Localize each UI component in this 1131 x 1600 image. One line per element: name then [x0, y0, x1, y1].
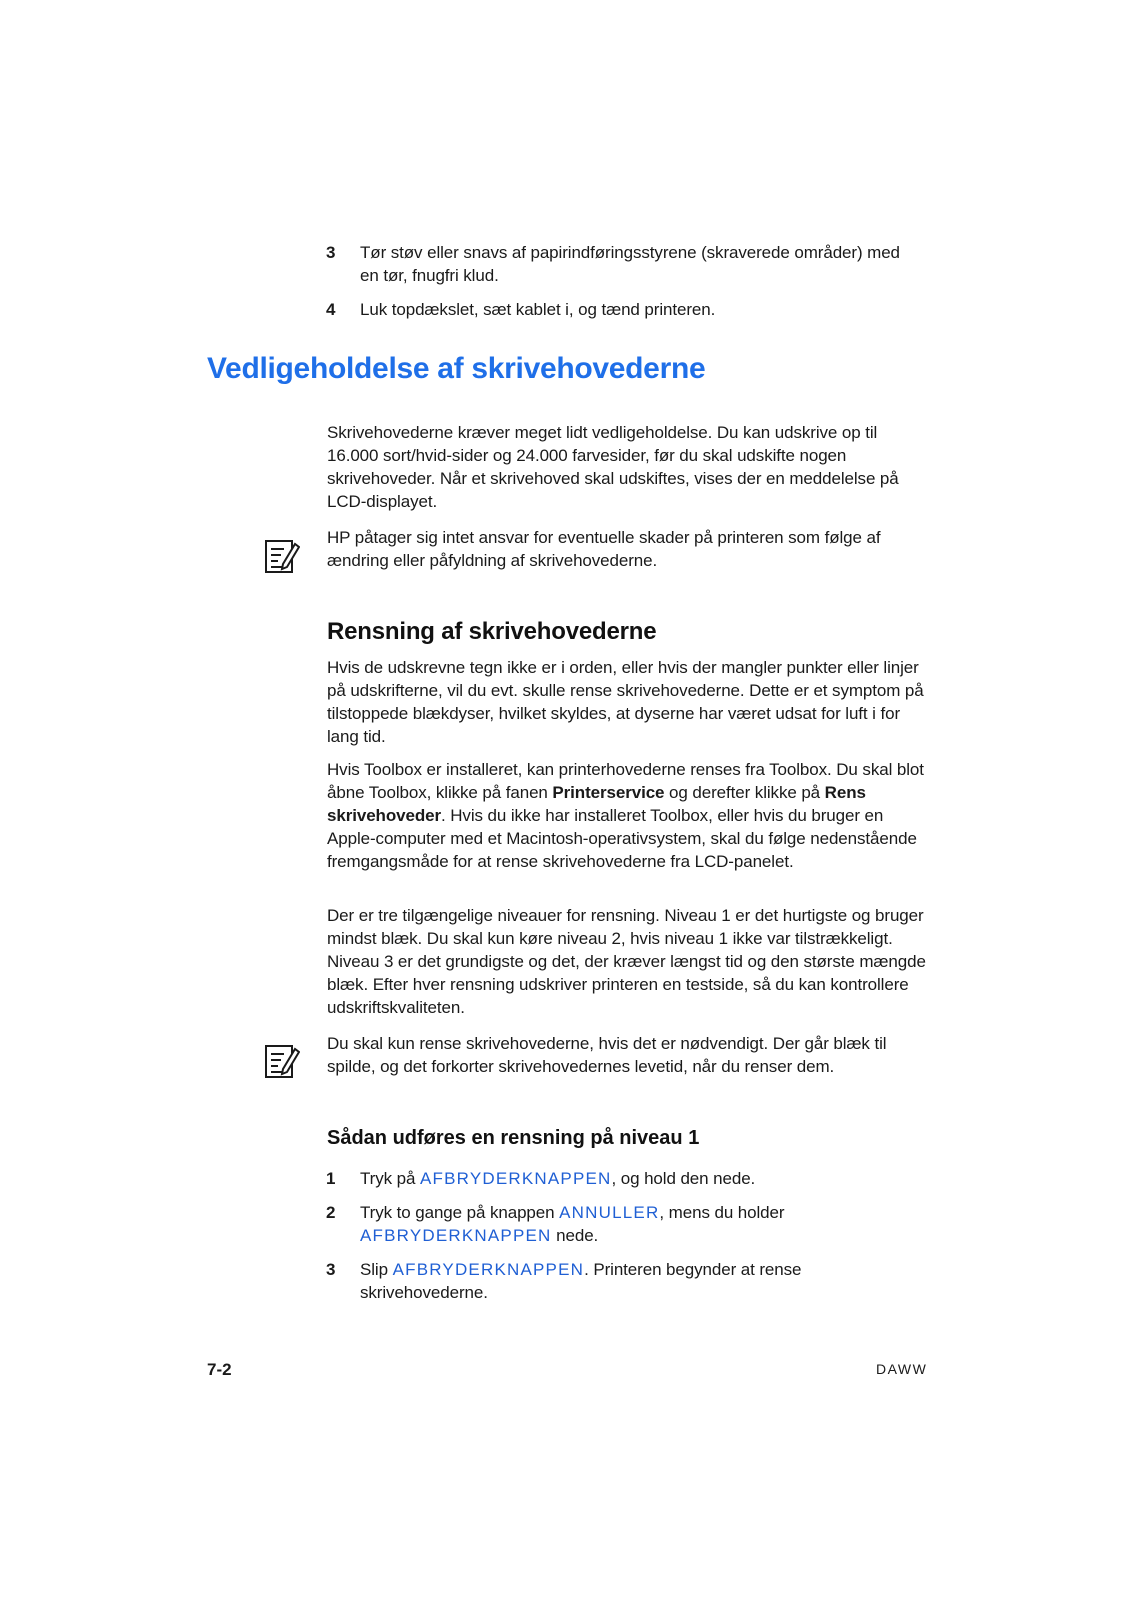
- procedure-title: Sådan udføres en rensning på niveau 1: [327, 1127, 700, 1149]
- step-number: 1: [326, 1169, 336, 1188]
- step-text: Tryk på AFBRYDERKNAPPEN, og hold den nede.: [360, 1169, 756, 1188]
- procedure-step: [326, 1167, 926, 1193]
- step-text: Luk topdækslet, sæt kablet i, og tænd printeren.: [360, 300, 716, 319]
- doc-code: DAWW: [876, 1361, 928, 1377]
- text-run: . Hvis du ikke har installeret Toolbox, eller hvis du bruger en Apple-computer med et Macintosh-operativsystem, skal du følge nedenstående fremgangsmåde for at rense skrivehovederne fra LCD-panelet.: [327, 806, 917, 871]
- page-number: 7-2: [207, 1360, 232, 1379]
- note-text: Du skal kun rense skrivehovederne, hvis det er nødvendigt. Der går blæk til spilde, og det forkorter skrivehovedernes levetid, når du renser dem.: [327, 1034, 887, 1076]
- procedure-step: [326, 1258, 926, 1308]
- step-item: [326, 298, 926, 324]
- intro-paragraph: Skrivehovederne kræver meget lidt vedligeholdelse. Du kan udskrive op til 16.000 sort/hvid-sider og 24.000 farvesider, før du skal udskifte nogen skrivehoveder. Når et skrivehoved skal udskiftes, vises der en meddelelse på LCD-displayet.: [327, 423, 899, 511]
- paragraph: Der er tre tilgængelige niveauer for rensning. Niveau 1 er det hurtigste og bruger mindst blæk. Du skal kun køre niveau 2, hvis niveau 1 ikke var tilstrækkeligt. Niveau 3 er det grundigste og det, der kræver længst tid og den største mængde blæk. Efter hver rensning udskriver printeren en testside, så du kan kontrollere udskriftskvaliteten.: [327, 906, 926, 1017]
- step-item: [326, 241, 926, 291]
- subsection-title: Rensning af skrivehovederne: [327, 618, 657, 645]
- ui-term-printerservice: Printerservice: [552, 783, 665, 802]
- button-keyword: AFBRYDERKNAPPEN: [419, 1169, 612, 1188]
- text-run: og derefter klikke på: [664, 783, 825, 802]
- text-run: Hvis Toolbox er installeret, kan printerhovederne renses fra Toolbox. Du skal blot åbne Toolbox, klikke på fanen: [327, 760, 924, 802]
- step-number: 3: [326, 243, 336, 262]
- step-text: Slip AFBRYDERKNAPPEN. Printeren begynder at rense skrivehovederne.: [360, 1260, 802, 1302]
- note-icon: [264, 538, 300, 576]
- button-keyword: AFBRYDERKNAPPEN: [392, 1260, 585, 1279]
- button-keyword: AFBRYDERKNAPPEN: [360, 1226, 552, 1245]
- button-keyword: ANNULLER: [559, 1203, 660, 1222]
- paragraph: Hvis de udskrevne tegn ikke er i orden, eller hvis der mangler punkter eller linjer på udskrifterne, vil du evt. skulle rense skrivehovederne. Dette er et symptom på tilstoppede blækdyser, hvilket skyldes, at dyserne har været udsat for luft i for lang tid.: [327, 658, 924, 746]
- ui-term-rens-skrivehoveder: Rens skrivehoveder: [327, 783, 866, 825]
- step-number: 2: [326, 1203, 336, 1222]
- procedure-step: [326, 1201, 926, 1251]
- step-text: Tryk to gange på knappen ANNULLER, mens du holder AFBRYDERKNAPPEN nede.: [360, 1203, 785, 1245]
- step-text: Tør støv eller snavs af papirindføringsstyrene (skraverede områder) med en tør, fnugfri klud.: [360, 243, 900, 285]
- note-text: HP påtager sig intet ansvar for eventuelle skader på printeren som følge af ændring eller påfyldning af skrivehovederne.: [327, 528, 881, 570]
- paragraph-toolbox: [327, 758, 927, 873]
- section-title: Vedligeholdelse af skrivehovederne: [207, 352, 706, 385]
- step-number: 3: [326, 1260, 336, 1279]
- step-number: 4: [326, 300, 336, 319]
- note-icon: [264, 1043, 300, 1081]
